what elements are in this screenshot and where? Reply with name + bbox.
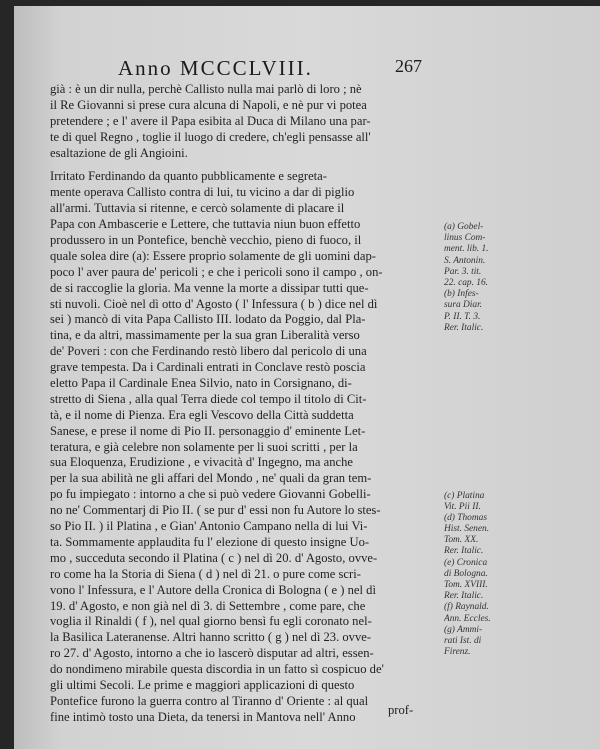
text-line: poco l' aver paura de' pericoli ; e che i pericoli sono il campo , on-: [50, 264, 383, 279]
margin-note-spacer: [444, 423, 510, 434]
text-line: il Re Giovanni si prese cura alcuna di Napoli, e nè pur vi potea: [50, 97, 367, 112]
margin-note-spacer: [444, 412, 510, 423]
text-line: ro come ha la Storia di Siena ( d ) nel dì 21. o pure come scri-: [50, 566, 361, 581]
margin-note-spacer: [444, 356, 510, 367]
text-line: quale solea dire (a): Essere proprio solamente de gli uomini dap-: [50, 248, 376, 263]
margin-note-line: (g) Ammi-: [444, 624, 483, 635]
text-line: grave tempesta. Da i Cardinali entrati in Conclave restò poscia: [50, 360, 366, 375]
text-line: no ne' Commentarj di Pio II. ( se pur d' essi non fu Autore lo stes-: [50, 503, 381, 518]
text-line: tina, e da altri, massimamente per la sua gran Liberalità verso: [50, 328, 360, 343]
margin-note-spacer: [444, 479, 510, 490]
main-text-column: [50, 82, 438, 726]
text-line: de' Poveri : con che Ferdinando restò libero dal pericolo di una: [50, 344, 367, 359]
text-line: eletto Papa il Cardinale Enea Silvio, nato in Corsignano, di-: [50, 376, 352, 391]
margin-note-line: (e) Cronica: [444, 557, 488, 568]
margin-note-line: Tom. XVIII.: [444, 580, 488, 590]
margin-note-line: Hist. Senen.: [444, 524, 490, 535]
text-line: ro 27. d' Agosto, intorno a che io lascerò disputar ad altri, essen-: [50, 646, 374, 661]
margin-note-line: (c) Platina: [444, 490, 485, 501]
margin-note-line: Vit. Pii II.: [444, 501, 481, 512]
text-line: mente operava Callisto contra di lui, tu vicino a dar di piglio: [50, 185, 355, 200]
text-line: Pontefice furono la guerra contro al Tiranno d' Oriente : al qual: [50, 693, 369, 708]
text-line: ta. Sommamente applaudita fu l' elezione di questo insigne Uo-: [50, 534, 370, 549]
text-line: Sanese, e prese il nome di Pio II. personaggio d' eminente Let-: [50, 423, 366, 438]
margin-note-line: linus Com-: [444, 233, 486, 244]
margin-note-line: Rer. Italic.: [444, 322, 484, 333]
margin-note-spacer: [444, 446, 510, 457]
margin-note-line: 22. cap. 16.: [444, 277, 489, 288]
text-line: sua Eloquenza, Erudizione , e vivacità d' Ingegno, ma anche: [50, 455, 354, 470]
text-line: gli ultimi Secoli. Le prime e maggiori applicazioni di questo: [50, 677, 355, 692]
margin-note-spacer: [444, 401, 510, 412]
margin-note-line: Par. 3. tit.: [444, 266, 482, 277]
text-line: de si raccoglie la gloria. Ma venne la morte a dissipar tutti que-: [50, 280, 369, 295]
text-line: già : è un dir nulla, perchè Callisto nulla mai parlò di loro ; nè: [50, 82, 362, 96]
catchword: prof-: [388, 703, 414, 717]
margin-note-spacer: [444, 390, 510, 401]
text-line: esaltazione de gli Angioini.: [50, 145, 188, 160]
text-line: voglia il Rinaldi ( f ), nel qual giorno bensì fu egli coronato nel-: [50, 614, 372, 629]
margin-note-line: rati Ist. di: [444, 635, 482, 646]
margin-note-line: Rer. Italic.: [444, 546, 484, 557]
margin-note-spacer: [444, 457, 510, 468]
text-line: fine intimò tosto una Dieta, da tenersi in Mantova nell' Anno: [50, 709, 356, 724]
margin-note-spacer: [444, 367, 510, 378]
margin-note-spacer: [444, 345, 510, 356]
text-line: teratura, e già celebre non solamente per li suoi scritti , per la: [50, 439, 358, 454]
page-header: [14, 56, 600, 82]
margin-note-line: S. Antonin.: [444, 255, 486, 266]
margin-note-line: Rer. Italic.: [444, 591, 484, 602]
margin-note-line: (f) Raynald.: [444, 602, 489, 613]
margin-note-spacer: [444, 379, 510, 390]
text-line: produssero in un Pontefice, benchè vecchio, pieno di fuoco, il: [50, 233, 362, 248]
text-line: te di quel Regno , toglie il luogo di credere, ch'egli pensasse all': [50, 129, 371, 144]
text-line: do nondimeno mirabile questa discordia in un fatto sì cospicuo de': [50, 662, 384, 677]
page-number: 267: [395, 56, 422, 76]
book-page: [14, 6, 600, 749]
text-line: Papa con Ambascerie e Lettere, che tuttavia niun buon effetto: [50, 217, 361, 232]
running-title: Anno MCCCLVIII.: [118, 56, 313, 80]
text-line: mo , succeduta secondo il Platina ( c ) nel dì 20. d' Agosto, ovve-: [50, 550, 378, 565]
margin-note-line: (d) Thomas: [444, 512, 487, 523]
margin-note-line: sura Diar.: [444, 300, 483, 311]
margin-note-spacer: [444, 435, 510, 446]
margin-notes: [444, 222, 510, 658]
text-line: all'armi. Tuttavia si ritenne, e cercò solamente di placare il: [50, 201, 345, 216]
margin-note-line: ment. lib. 1.: [444, 244, 489, 255]
text-line: pretendere ; e l' avere il Papa esibita al Duca di Milano una par-: [50, 113, 371, 128]
text-line: sei ) mancò di vita Papa Callisto III. lodato da Poggio, dal Pla-: [50, 312, 366, 327]
text-line: vono l' Infessura, e l' Autore della Cronica di Bologna ( e ) nel dì: [50, 582, 376, 597]
margin-note-line: (a) Gobel-: [444, 222, 484, 232]
margin-note-line: (b) Infes-: [444, 289, 479, 300]
text-line: tà, e il nome di Pienza. Era egli Vescovo della Città suddetta: [50, 407, 354, 422]
margin-note-line: P. II. T. 3.: [444, 311, 481, 322]
text-line: stretto di Siena , alla qual Terra diede col tempo il titolo di Cit-: [50, 391, 367, 406]
margin-note-line: Firenz.: [444, 647, 471, 658]
text-line: 19. d' Agosto, e non già nel dì 3. di Settembre , come pare, che: [50, 598, 366, 613]
margin-note-line: Tom. XX.: [444, 535, 479, 546]
margin-note-line: Ann. Eccles.: [444, 613, 491, 624]
margin-note-spacer: [444, 468, 510, 479]
margin-note-line: di Bologna.: [444, 568, 488, 579]
text-line: per la sua abilità ne gli affari del Mondo , ne' quali da gran tem-: [50, 471, 372, 486]
text-line: po fu impiegato : intorno a che si può vedere Giovanni Gobelli-: [50, 487, 371, 502]
text-line: Irritato Ferdinando da quanto pubblicamente e segreta-: [50, 169, 327, 184]
text-line: so Pio II. ) il Platina , e Gian' Antonio Campano nella di lui Vi-: [50, 519, 368, 534]
margin-note-spacer: [444, 334, 510, 345]
text-line: la Basilica Lateranense. Altri hanno scritto ( g ) nel dì 23. ovve-: [50, 630, 372, 645]
text-line: sti nuvoli. Cioè nel dì otto d' Agosto ( l' Infessura ( b ) dice nel dì: [50, 296, 378, 311]
